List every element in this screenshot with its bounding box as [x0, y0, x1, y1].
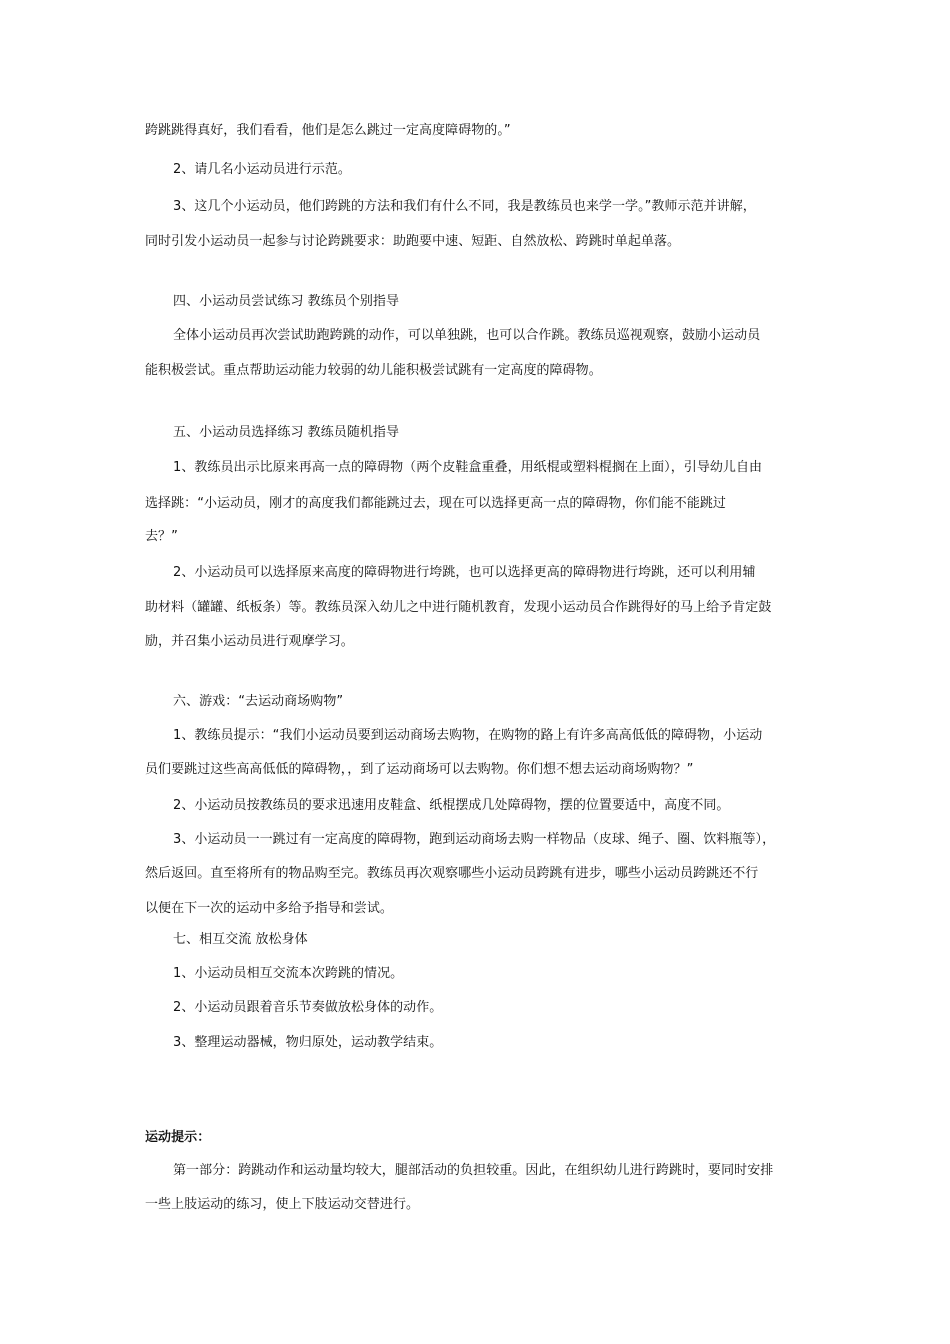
paragraph-line: 选择跳：“小运动员，刚才的高度我们都能跳过去，现在可以选择更高一点的障碍物，你们能不能跳过 [145, 496, 726, 511]
paragraph-line: 一些上肢运动的练习，使上下肢运动交替进行。 [145, 1197, 420, 1212]
section-heading: 六、游戏：“去运动商场购物” [173, 694, 344, 709]
paragraph-line: 跨跳跳得真好，我们看看，他们是怎么跳过一定高度障碍物的。” [145, 123, 511, 138]
tips-heading: 运动提示： [145, 1130, 211, 1145]
section-heading: 七、相互交流 放松身体 [173, 932, 308, 947]
paragraph-line: 1、教练员出示比原来再高一点的障碍物（两个皮鞋盒重叠，用纸棍或塑料棍搁在上面），引导幼儿自由 [173, 460, 763, 475]
paragraph-line: 同时引发小运动员一起参与讨论跨跳要求：助跑要中速、短距、自然放松、跨跳时单起单落。 [145, 234, 681, 249]
paragraph-line: 然后返回。直至将所有的物品购至完。教练员再次观察哪些小运动员跨跳有进步，哪些小运动员跨跳还不行 [145, 866, 759, 881]
paragraph-line: 3、整理运动器械，物归原处，运动教学结束。 [173, 1035, 443, 1050]
paragraph-line: 3、这几个小运动员，他们跨跳的方法和我们有什么不同，我是教练员也来学一学。”教师示范并讲解， [173, 199, 756, 214]
paragraph-line: 2、小运动员可以选择原来高度的障碍物进行垮跳，也可以选择更高的障碍物进行垮跳，还可以利用辅 [173, 565, 756, 580]
paragraph-line: 以便在下一次的运动中多给予指导和尝试。 [145, 901, 393, 916]
paragraph-line: 2、请几名小运动员进行示范。 [173, 162, 351, 177]
paragraph-line: 3、小运动员一一跳过有一定高度的障碍物，跑到运动商场去购一样物品（皮球、绳子、圈、饮料瓶等）， [173, 832, 776, 847]
paragraph-line: 1、教练员提示：“我们小运动员要到运动商场去购物，在购物的路上有许多高高低低的障碍物，小运动 [173, 728, 763, 743]
paragraph-line: 第一部分：跨跳动作和运动量均较大，腿部活动的负担较重。因此，在组织幼儿进行跨跳时，要同时安排 [173, 1163, 774, 1178]
paragraph-line: 1、小运动员相互交流本次跨跳的情况。 [173, 966, 404, 981]
section-heading: 五、小运动员选择练习 教练员随机指导 [173, 425, 400, 440]
paragraph-line: 员们要跳过这些高高低低的障碍物，，到了运动商场可以去购物。你们想不想去运动商场购物？” [145, 762, 694, 777]
paragraph-line: 2、小运动员按教练员的要求迅速用皮鞋盒、纸棍摆成几处障碍物，摆的位置要适中，高度不同。 [173, 798, 730, 813]
paragraph-line: 能积极尝试。重点帮助运动能力较弱的幼儿能积极尝试跳有一定高度的障碍物。 [145, 363, 602, 378]
paragraph-line: 去？” [145, 529, 178, 544]
paragraph-line: 励，并召集小运动员进行观摩学习。 [145, 634, 354, 649]
section-heading: 四、小运动员尝试练习 教练员个别指导 [173, 294, 400, 309]
paragraph-line: 全体小运动员再次尝试助跑跨跳的动作，可以单独跳，也可以合作跳。教练员巡视观察，鼓励小运动员 [173, 328, 761, 343]
paragraph-line: 助材料（罐罐、纸板条）等。教练员深入幼儿之中进行随机教育，发现小运动员合作跳得好的马上给予肯定鼓 [145, 600, 772, 615]
paragraph-line: 2、小运动员跟着音乐节奏做放松身体的动作。 [173, 1000, 443, 1015]
